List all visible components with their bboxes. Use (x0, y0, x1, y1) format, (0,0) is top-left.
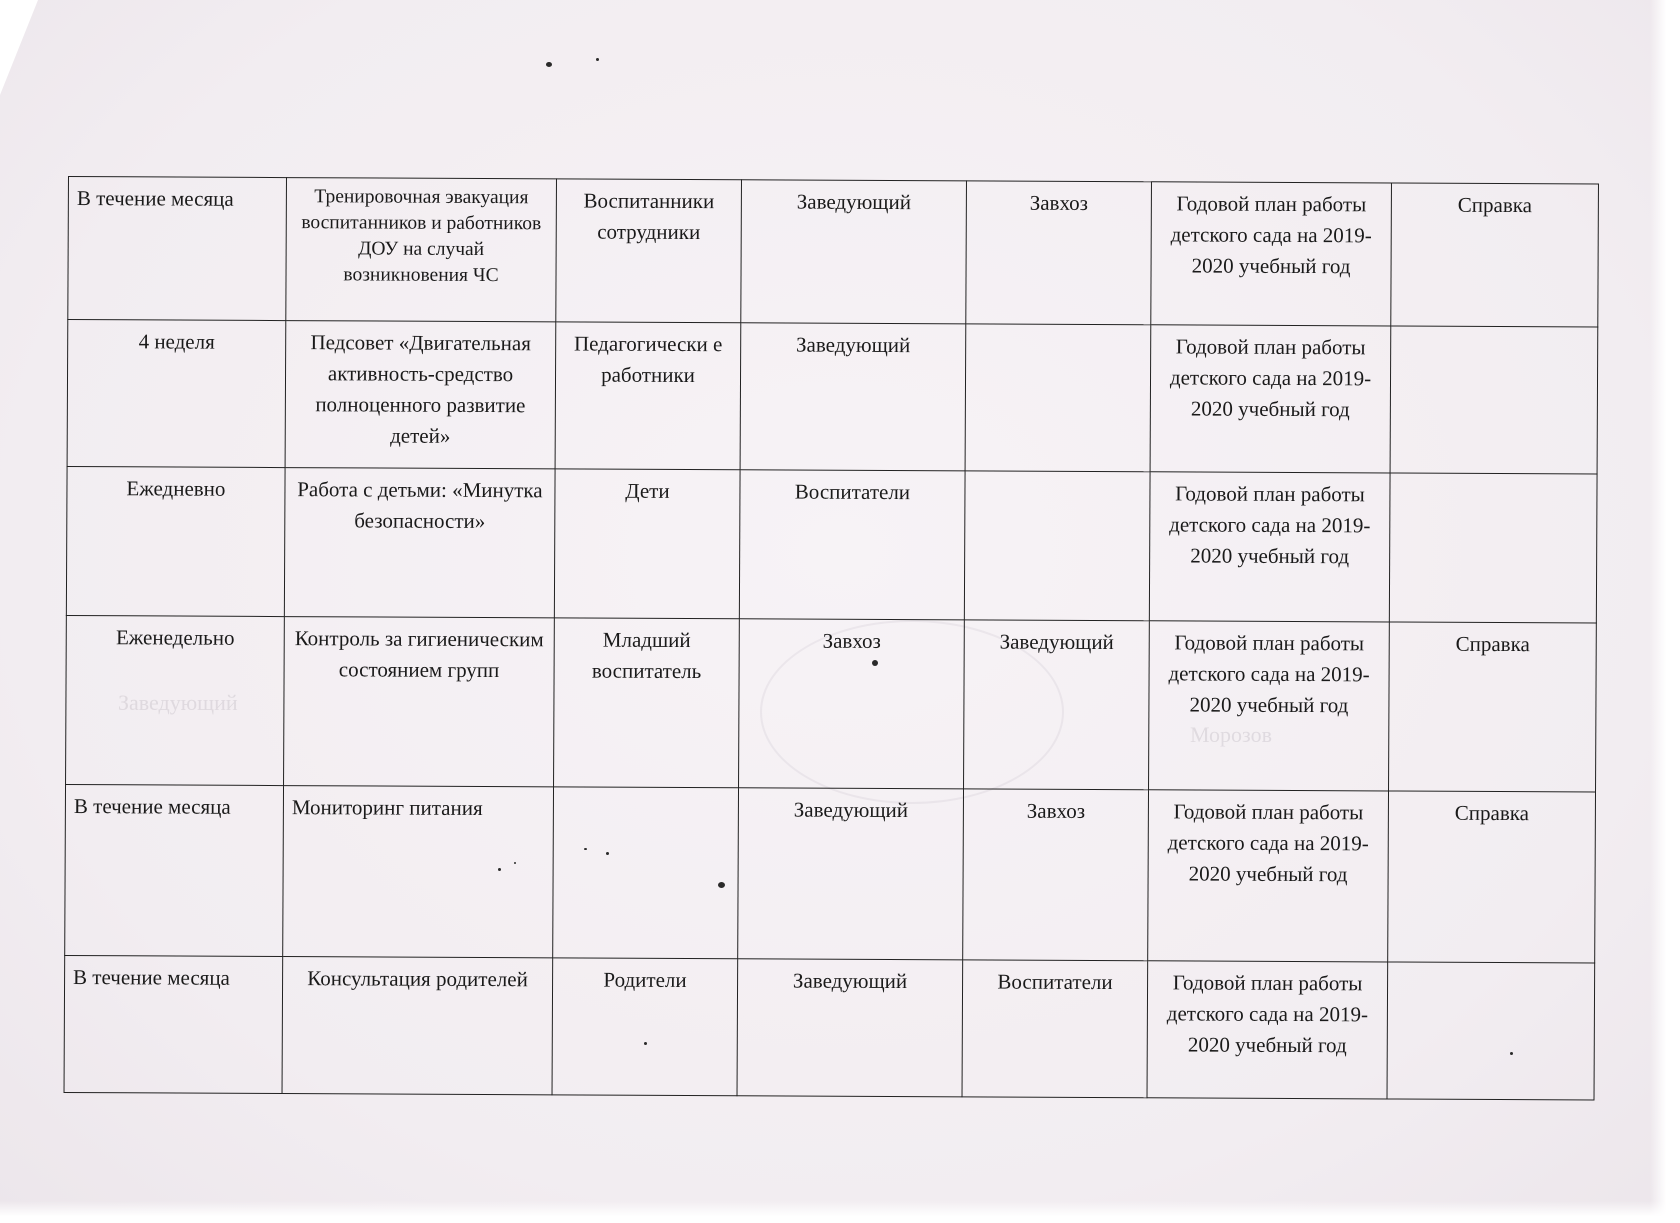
cell-result (1389, 473, 1597, 623)
cell-event: Педсовет «Двигательная активность-средство полноценного развитие детей» (285, 321, 556, 469)
cell-event: Работа с детьми: «Минутка безопасности» (284, 468, 555, 618)
cell-controller (965, 324, 1151, 472)
cell-controller (964, 471, 1150, 621)
table-row (67, 320, 1598, 474)
cell-controller: Заведующий (964, 620, 1150, 790)
cell-responsible: Заведующий (741, 180, 967, 324)
cell-result: Справка (1391, 183, 1599, 327)
cell-responsible: Воспитатели (739, 470, 965, 620)
cell-controller: Завхоз (966, 181, 1152, 325)
cell-responsible: Завхоз (739, 619, 965, 789)
cell-date: Еженедельно (66, 615, 285, 785)
cell-date: В течение месяца (64, 955, 283, 1093)
cell-event: Консультация родителей (282, 957, 553, 1095)
cell-basis: Годовой план работы детского сада на 2019-2020 учебный год (1147, 961, 1388, 1099)
cell-participants: Дети (554, 469, 740, 619)
cell-date: Ежедневно (66, 466, 285, 616)
cell-responsible: Заведующий (737, 959, 963, 1097)
cell-participants: Родители (552, 958, 738, 1096)
cell-event: Тренировочная эвакуация воспитанников и работников ДОУ на случай возникновения ЧС (286, 178, 557, 322)
scan-edge (0, 1201, 1680, 1223)
cell-event: Контроль за гигиеническим состоянием групп (284, 617, 555, 787)
cell-participants (553, 787, 739, 959)
cell-participants: Младший воспитатель (554, 618, 740, 788)
table-row (66, 466, 1597, 622)
cell-result (1387, 962, 1595, 1100)
table-row (64, 955, 1595, 1099)
cell-responsible: Заведующий (738, 788, 964, 960)
page-corner (0, 0, 38, 95)
cell-basis: Годовой план работы детского сада на 2019-2020 учебный год (1151, 182, 1392, 326)
cell-basis: Годовой план работы детского сада на 2019-2020 учебный год (1149, 621, 1390, 791)
scan-edge (1650, 0, 1680, 1223)
cell-basis: Годовой план работы детского сада на 2019-2020 учебный год (1149, 472, 1390, 622)
cell-date: 4 неделя (67, 320, 286, 468)
cell-participants: Воспитанники сотрудники (556, 179, 742, 323)
cell-basis: Годовой план работы детского сада на 2019-2020 учебный год (1150, 325, 1391, 473)
plan-table (64, 176, 1599, 1100)
cell-date: В течение месяца (68, 177, 287, 321)
cell-event: Мониторинг питания (283, 786, 554, 958)
table-row (68, 177, 1599, 327)
cell-result: Справка (1389, 622, 1597, 792)
scan-speck (546, 62, 552, 67)
cell-result: Справка (1388, 791, 1596, 963)
bleed-through-text: Морозов (1190, 722, 1272, 747)
cell-result (1390, 326, 1598, 474)
cell-responsible: Заведующий (740, 323, 966, 471)
table-row (66, 615, 1597, 791)
cell-participants: Педагогически е работники (555, 322, 741, 470)
scan-speck (596, 58, 599, 61)
bleed-through-text: Заведующий (118, 690, 238, 715)
cell-controller: Завхоз (963, 789, 1149, 961)
cell-controller: Воспитатели (962, 960, 1148, 1098)
cell-basis: Годовой план работы детского сада на 2019-2020 учебный год (1148, 790, 1389, 962)
cell-date: В течение месяца (65, 784, 284, 956)
table-row (65, 784, 1596, 962)
